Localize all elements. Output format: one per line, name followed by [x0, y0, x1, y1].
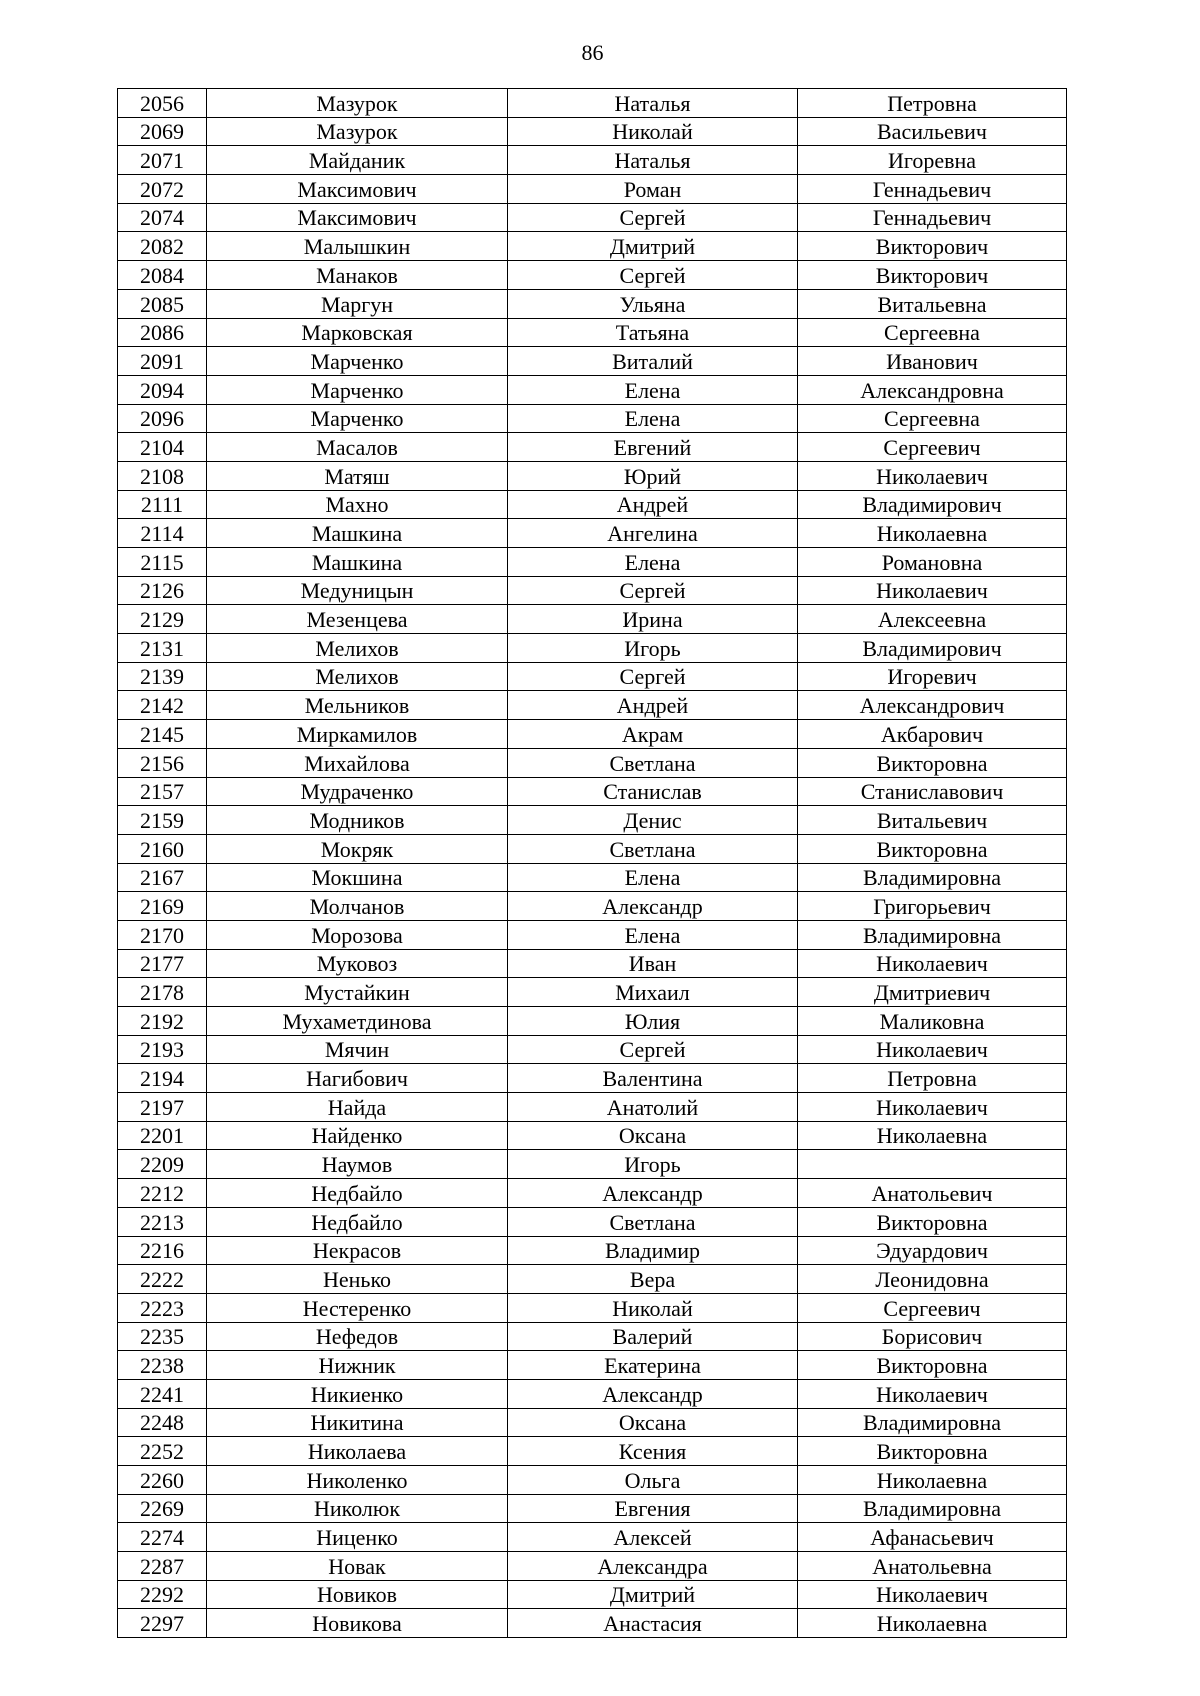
- record-number-cell: 2201: [118, 1121, 207, 1150]
- table-row: [118, 605, 1067, 634]
- table-row: [118, 1064, 1067, 1093]
- last-name-cell: Марченко: [207, 347, 508, 376]
- first-name-cell: Акрам: [508, 720, 798, 749]
- patronymic-cell: Викторовна: [798, 1351, 1067, 1380]
- table-row: [118, 203, 1067, 232]
- last-name-cell: Марченко: [207, 404, 508, 433]
- first-name-cell: Вера: [508, 1265, 798, 1294]
- last-name-cell: Мокшина: [207, 863, 508, 892]
- first-name-cell: Наталья: [508, 146, 798, 175]
- patronymic-cell: Эдуардович: [798, 1236, 1067, 1265]
- table-row: [118, 1150, 1067, 1179]
- table-row: [118, 433, 1067, 462]
- last-name-cell: Мухаметдинова: [207, 1007, 508, 1036]
- last-name-cell: Мячин: [207, 1035, 508, 1064]
- patronymic-cell: Николаевна: [798, 1609, 1067, 1638]
- table-row: [118, 634, 1067, 663]
- table-row: [118, 1293, 1067, 1322]
- first-name-cell: Александр: [508, 892, 798, 921]
- record-number-cell: 2129: [118, 605, 207, 634]
- table-row: [118, 949, 1067, 978]
- patronymic-cell: Николаевич: [798, 1035, 1067, 1064]
- first-name-cell: Иван: [508, 949, 798, 978]
- last-name-cell: Недбайло: [207, 1179, 508, 1208]
- record-number-cell: 2238: [118, 1351, 207, 1380]
- table-row: [118, 1523, 1067, 1552]
- first-name-cell: Станислав: [508, 777, 798, 806]
- table-row: [118, 1322, 1067, 1351]
- record-number-cell: 2072: [118, 175, 207, 204]
- record-number-cell: 2194: [118, 1064, 207, 1093]
- patronymic-cell: Романовна: [798, 548, 1067, 577]
- patronymic-cell: Сергеевна: [798, 404, 1067, 433]
- first-name-cell: Светлана: [508, 748, 798, 777]
- last-name-cell: Мазурок: [207, 117, 508, 146]
- patronymic-cell: Николаевна: [798, 1466, 1067, 1495]
- table-row: [118, 175, 1067, 204]
- patronymic-cell: Викторович: [798, 232, 1067, 261]
- table-row: [118, 1035, 1067, 1064]
- table-row: [118, 1466, 1067, 1495]
- last-name-cell: Ниценко: [207, 1523, 508, 1552]
- first-name-cell: Елена: [508, 920, 798, 949]
- last-name-cell: Миркамилов: [207, 720, 508, 749]
- record-number-cell: 2056: [118, 89, 207, 118]
- first-name-cell: Ирина: [508, 605, 798, 634]
- patronymic-cell: Николаевич: [798, 1379, 1067, 1408]
- table-row: [118, 834, 1067, 863]
- table-row: [118, 1494, 1067, 1523]
- last-name-cell: Медуницын: [207, 576, 508, 605]
- last-name-cell: Махно: [207, 490, 508, 519]
- patronymic-cell: Николаевич: [798, 1093, 1067, 1122]
- table-row: [118, 146, 1067, 175]
- patronymic-cell: Анатольевна: [798, 1552, 1067, 1581]
- table-row: [118, 548, 1067, 577]
- first-name-cell: Елена: [508, 548, 798, 577]
- table-row: [118, 662, 1067, 691]
- table-row: [118, 806, 1067, 835]
- first-name-cell: Сергей: [508, 261, 798, 290]
- table-row: [118, 777, 1067, 806]
- first-name-cell: Николай: [508, 117, 798, 146]
- last-name-cell: Марченко: [207, 375, 508, 404]
- table-row: [118, 978, 1067, 1007]
- first-name-cell: Юлия: [508, 1007, 798, 1036]
- record-number-cell: 2091: [118, 347, 207, 376]
- first-name-cell: Елена: [508, 404, 798, 433]
- last-name-cell: Найда: [207, 1093, 508, 1122]
- last-name-cell: Машкина: [207, 548, 508, 577]
- last-name-cell: Мелихов: [207, 634, 508, 663]
- last-name-cell: Наумов: [207, 1150, 508, 1179]
- last-name-cell: Нестеренко: [207, 1293, 508, 1322]
- first-name-cell: Владимир: [508, 1236, 798, 1265]
- patronymic-cell: Николаевич: [798, 1580, 1067, 1609]
- patronymic-cell: Геннадьевич: [798, 175, 1067, 204]
- last-name-cell: Матяш: [207, 461, 508, 490]
- table-row: [118, 1093, 1067, 1122]
- last-name-cell: Нефедов: [207, 1322, 508, 1351]
- first-name-cell: Дмитрий: [508, 232, 798, 261]
- record-number-cell: 2197: [118, 1093, 207, 1122]
- first-name-cell: Игорь: [508, 1150, 798, 1179]
- last-name-cell: Максимович: [207, 203, 508, 232]
- patronymic-cell: Акбарович: [798, 720, 1067, 749]
- first-name-cell: Анатолий: [508, 1093, 798, 1122]
- patronymic-cell: Владимировна: [798, 1408, 1067, 1437]
- first-name-cell: Виталий: [508, 347, 798, 376]
- record-number-cell: 2082: [118, 232, 207, 261]
- last-name-cell: Михайлова: [207, 748, 508, 777]
- table-row: [118, 347, 1067, 376]
- last-name-cell: Муковоз: [207, 949, 508, 978]
- last-name-cell: Масалов: [207, 433, 508, 462]
- patronymic-cell: Николаевич: [798, 461, 1067, 490]
- first-name-cell: Светлана: [508, 834, 798, 863]
- first-name-cell: Татьяна: [508, 318, 798, 347]
- last-name-cell: Манаков: [207, 261, 508, 290]
- first-name-cell: Денис: [508, 806, 798, 835]
- first-name-cell: Сергей: [508, 576, 798, 605]
- record-number-cell: 2213: [118, 1207, 207, 1236]
- record-number-cell: 2145: [118, 720, 207, 749]
- table-row: [118, 892, 1067, 921]
- table-row: [118, 1265, 1067, 1294]
- table-row: [118, 748, 1067, 777]
- table-row: [118, 576, 1067, 605]
- record-number-cell: 2269: [118, 1494, 207, 1523]
- table-row: [118, 89, 1067, 118]
- last-name-cell: Максимович: [207, 175, 508, 204]
- record-number-cell: 2114: [118, 519, 207, 548]
- record-number-cell: 2142: [118, 691, 207, 720]
- first-name-cell: Елена: [508, 863, 798, 892]
- record-number-cell: 2086: [118, 318, 207, 347]
- last-name-cell: Мокряк: [207, 834, 508, 863]
- first-name-cell: Александр: [508, 1379, 798, 1408]
- patronymic-cell: Борисович: [798, 1322, 1067, 1351]
- record-number-cell: 2192: [118, 1007, 207, 1036]
- table-row: [118, 1007, 1067, 1036]
- last-name-cell: Морозова: [207, 920, 508, 949]
- table-row: [118, 1207, 1067, 1236]
- record-number-cell: 2248: [118, 1408, 207, 1437]
- record-number-cell: 2252: [118, 1437, 207, 1466]
- patronymic-cell: Анатольевич: [798, 1179, 1067, 1208]
- last-name-cell: Ненько: [207, 1265, 508, 1294]
- patronymic-cell: Иванович: [798, 347, 1067, 376]
- first-name-cell: Алексей: [508, 1523, 798, 1552]
- last-name-cell: Марковская: [207, 318, 508, 347]
- first-name-cell: Екатерина: [508, 1351, 798, 1380]
- patronymic-cell: Григорьевич: [798, 892, 1067, 921]
- first-name-cell: Оксана: [508, 1121, 798, 1150]
- last-name-cell: Нижник: [207, 1351, 508, 1380]
- patronymic-cell: Николаевич: [798, 576, 1067, 605]
- last-name-cell: Майданик: [207, 146, 508, 175]
- patronymic-cell: Сергеевич: [798, 1293, 1067, 1322]
- record-number-cell: 2216: [118, 1236, 207, 1265]
- first-name-cell: Андрей: [508, 691, 798, 720]
- patronymic-cell: Петровна: [798, 1064, 1067, 1093]
- record-number-cell: 2157: [118, 777, 207, 806]
- patronymic-cell: Станиславович: [798, 777, 1067, 806]
- patronymic-cell: Игоревич: [798, 662, 1067, 691]
- record-number-cell: 2111: [118, 490, 207, 519]
- first-name-cell: Сергей: [508, 203, 798, 232]
- patronymic-cell: Николаевич: [798, 949, 1067, 978]
- first-name-cell: Игорь: [508, 634, 798, 663]
- record-number-cell: 2131: [118, 634, 207, 663]
- record-number-cell: 2287: [118, 1552, 207, 1581]
- table-row: [118, 404, 1067, 433]
- first-name-cell: Светлана: [508, 1207, 798, 1236]
- record-number-cell: 2222: [118, 1265, 207, 1294]
- first-name-cell: Ольга: [508, 1466, 798, 1495]
- record-number-cell: 2178: [118, 978, 207, 1007]
- record-number-cell: 2094: [118, 375, 207, 404]
- record-number-cell: 2212: [118, 1179, 207, 1208]
- patronymic-cell: Сергеевич: [798, 433, 1067, 462]
- record-number-cell: 2167: [118, 863, 207, 892]
- patronymic-cell: Владимировна: [798, 1494, 1067, 1523]
- record-number-cell: 2156: [118, 748, 207, 777]
- record-number-cell: 2209: [118, 1150, 207, 1179]
- patronymic-cell: Владимировна: [798, 863, 1067, 892]
- record-number-cell: 2292: [118, 1580, 207, 1609]
- table-row: [118, 1179, 1067, 1208]
- table-row: [118, 261, 1067, 290]
- first-name-cell: Анастасия: [508, 1609, 798, 1638]
- record-number-cell: 2274: [118, 1523, 207, 1552]
- table-row: [118, 1437, 1067, 1466]
- table-row: [118, 1379, 1067, 1408]
- record-number-cell: 2071: [118, 146, 207, 175]
- last-name-cell: Никитина: [207, 1408, 508, 1437]
- first-name-cell: Александр: [508, 1179, 798, 1208]
- table-row: [118, 920, 1067, 949]
- record-number-cell: 2074: [118, 203, 207, 232]
- patronymic-cell: Леонидовна: [798, 1265, 1067, 1294]
- patronymic-cell: Николаевна: [798, 1121, 1067, 1150]
- patronymic-cell: Александрович: [798, 691, 1067, 720]
- table-row: [118, 1552, 1067, 1581]
- last-name-cell: Николенко: [207, 1466, 508, 1495]
- record-number-cell: 2169: [118, 892, 207, 921]
- last-name-cell: Никиенко: [207, 1379, 508, 1408]
- table-row: [118, 117, 1067, 146]
- table-row: [118, 863, 1067, 892]
- record-number-cell: 2104: [118, 433, 207, 462]
- patronymic-cell: Алексеевна: [798, 605, 1067, 634]
- table-row: [118, 490, 1067, 519]
- first-name-cell: Валентина: [508, 1064, 798, 1093]
- patronymic-cell: Викторовна: [798, 834, 1067, 863]
- last-name-cell: Новикова: [207, 1609, 508, 1638]
- first-name-cell: Сергей: [508, 662, 798, 691]
- first-name-cell: Евгений: [508, 433, 798, 462]
- patronymic-cell: Афанасьевич: [798, 1523, 1067, 1552]
- table-row: [118, 1408, 1067, 1437]
- record-number-cell: 2193: [118, 1035, 207, 1064]
- last-name-cell: Мельников: [207, 691, 508, 720]
- record-number-cell: 2177: [118, 949, 207, 978]
- table-row: [118, 375, 1067, 404]
- patronymic-cell: [798, 1150, 1067, 1179]
- table-row: [118, 691, 1067, 720]
- first-name-cell: Елена: [508, 375, 798, 404]
- table-row: [118, 318, 1067, 347]
- last-name-cell: Мазурок: [207, 89, 508, 118]
- last-name-cell: Недбайло: [207, 1207, 508, 1236]
- record-number-cell: 2108: [118, 461, 207, 490]
- patronymic-cell: Владимирович: [798, 634, 1067, 663]
- table-row: [118, 720, 1067, 749]
- first-name-cell: Николай: [508, 1293, 798, 1322]
- record-number-cell: 2160: [118, 834, 207, 863]
- first-name-cell: Дмитрий: [508, 1580, 798, 1609]
- table-row: [118, 461, 1067, 490]
- table-row: [118, 1121, 1067, 1150]
- patronymic-cell: Николаевна: [798, 519, 1067, 548]
- patronymic-cell: Викторович: [798, 261, 1067, 290]
- record-number-cell: 2126: [118, 576, 207, 605]
- last-name-cell: Нагибович: [207, 1064, 508, 1093]
- last-name-cell: Новак: [207, 1552, 508, 1581]
- record-number-cell: 2170: [118, 920, 207, 949]
- first-name-cell: Ангелина: [508, 519, 798, 548]
- patronymic-cell: Александровна: [798, 375, 1067, 404]
- first-name-cell: Юрий: [508, 461, 798, 490]
- last-name-cell: Малышкин: [207, 232, 508, 261]
- first-name-cell: Наталья: [508, 89, 798, 118]
- table-row: [118, 289, 1067, 318]
- last-name-cell: Николаева: [207, 1437, 508, 1466]
- record-number-cell: 2084: [118, 261, 207, 290]
- patronymic-cell: Сергеевна: [798, 318, 1067, 347]
- last-name-cell: Мелихов: [207, 662, 508, 691]
- table-row: [118, 1609, 1067, 1638]
- last-name-cell: Мезенцева: [207, 605, 508, 634]
- record-number-cell: 2096: [118, 404, 207, 433]
- last-name-cell: Найденко: [207, 1121, 508, 1150]
- patronymic-cell: Витальевич: [798, 806, 1067, 835]
- table-row: [118, 519, 1067, 548]
- roster-table-body: [118, 89, 1067, 1638]
- last-name-cell: Маргун: [207, 289, 508, 318]
- patronymic-cell: Викторовна: [798, 1437, 1067, 1466]
- last-name-cell: Новиков: [207, 1580, 508, 1609]
- patronymic-cell: Владимирович: [798, 490, 1067, 519]
- patronymic-cell: Дмитриевич: [798, 978, 1067, 1007]
- patronymic-cell: Витальевна: [798, 289, 1067, 318]
- patronymic-cell: Маликовна: [798, 1007, 1067, 1036]
- first-name-cell: Ульяна: [508, 289, 798, 318]
- patronymic-cell: Викторовна: [798, 1207, 1067, 1236]
- last-name-cell: Молчанов: [207, 892, 508, 921]
- patronymic-cell: Владимировна: [798, 920, 1067, 949]
- first-name-cell: Евгения: [508, 1494, 798, 1523]
- last-name-cell: Модников: [207, 806, 508, 835]
- patronymic-cell: Геннадьевич: [798, 203, 1067, 232]
- table-row: [118, 232, 1067, 261]
- record-number-cell: 2085: [118, 289, 207, 318]
- first-name-cell: Ксения: [508, 1437, 798, 1466]
- record-number-cell: 2235: [118, 1322, 207, 1351]
- last-name-cell: Мустайкин: [207, 978, 508, 1007]
- first-name-cell: Оксана: [508, 1408, 798, 1437]
- first-name-cell: Александра: [508, 1552, 798, 1581]
- patronymic-cell: Васильевич: [798, 117, 1067, 146]
- table-row: [118, 1236, 1067, 1265]
- record-number-cell: 2297: [118, 1609, 207, 1638]
- last-name-cell: Мудраченко: [207, 777, 508, 806]
- last-name-cell: Николюк: [207, 1494, 508, 1523]
- patronymic-cell: Игоревна: [798, 146, 1067, 175]
- last-name-cell: Машкина: [207, 519, 508, 548]
- record-number-cell: 2139: [118, 662, 207, 691]
- record-number-cell: 2115: [118, 548, 207, 577]
- first-name-cell: Валерий: [508, 1322, 798, 1351]
- first-name-cell: Андрей: [508, 490, 798, 519]
- patronymic-cell: Викторовна: [798, 748, 1067, 777]
- record-number-cell: 2241: [118, 1379, 207, 1408]
- first-name-cell: Сергей: [508, 1035, 798, 1064]
- page-number: 86: [581, 40, 604, 65]
- table-row: [118, 1580, 1067, 1609]
- last-name-cell: Некрасов: [207, 1236, 508, 1265]
- patronymic-cell: Петровна: [798, 89, 1067, 118]
- record-number-cell: 2159: [118, 806, 207, 835]
- first-name-cell: Роман: [508, 175, 798, 204]
- record-number-cell: 2069: [118, 117, 207, 146]
- record-number-cell: 2260: [118, 1466, 207, 1495]
- roster-table: [117, 88, 1067, 1638]
- first-name-cell: Михаил: [508, 978, 798, 1007]
- table-row: [118, 1351, 1067, 1380]
- record-number-cell: 2223: [118, 1293, 207, 1322]
